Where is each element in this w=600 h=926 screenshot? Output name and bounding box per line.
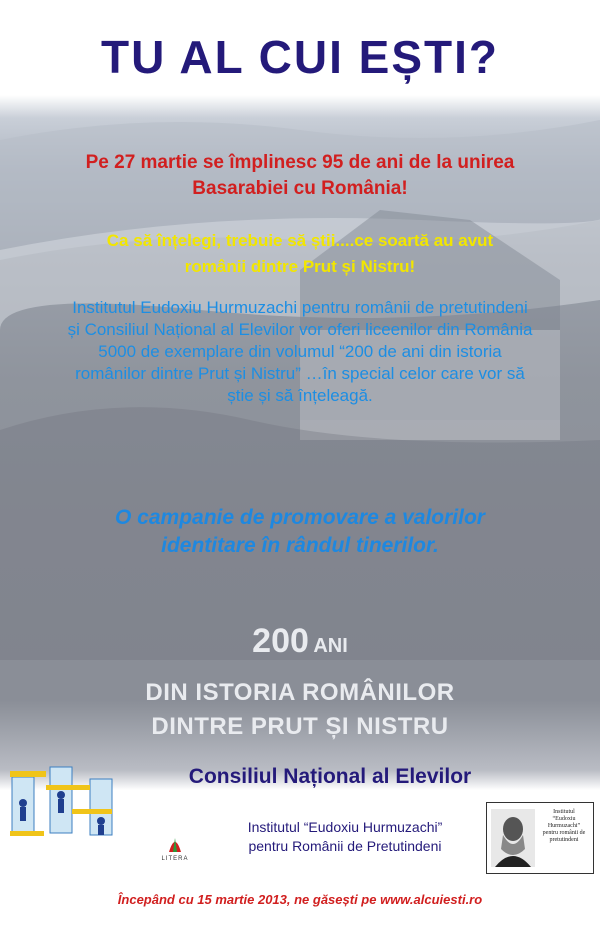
- anniversary-line: Basarabiei cu România!: [192, 178, 408, 199]
- campaign-line: O campanie de promovare a valorilor: [115, 506, 485, 529]
- understand-text: [0, 228, 600, 280]
- campaign-slogan: [0, 504, 600, 560]
- litera-logo: [155, 832, 195, 866]
- book-number: 200: [252, 622, 309, 660]
- campaign-line: identitare în rândul tinerilor.: [161, 534, 439, 557]
- description-line: 5000 de exemplare din volumul “200 de ani din istoria: [98, 342, 502, 361]
- ieh-logo: [486, 802, 594, 874]
- litera-label: LITERA: [161, 856, 189, 862]
- book-ani: ANI: [313, 635, 348, 657]
- ieh-logo-line: pretutindeni: [549, 837, 579, 843]
- litera-leaf-icon: [155, 832, 195, 856]
- description-line: și Consiliul Național al Elevilor vor oferi liceenilor din România: [67, 320, 533, 339]
- cne-name: Consiliul Național al Elevilor: [188, 765, 472, 788]
- ieh-logo-text: [537, 809, 591, 844]
- footer-text: Începând cu 15 martie 2013, ne găsești pe www.alcuiesti.ro: [117, 892, 483, 907]
- understand-line: Ca să înțelegi, trebuie să știi....ce soartă au avut: [106, 231, 494, 250]
- description-text: [20, 297, 580, 407]
- book-title-line: DIN ISTORIA ROMÂNILOR: [145, 679, 455, 706]
- description-line: Institutul Eudoxiu Hurmuzachi pentru românii de pretutindeni: [72, 298, 528, 317]
- description-line: știe și să înțeleagă.: [227, 386, 373, 405]
- anniversary-line: Pe 27 martie se împlinesc 95 de ani de la unirea: [85, 152, 515, 173]
- book-title: [0, 676, 600, 744]
- ieh-name-line: Institutul “Eudoxiu Hurmuzachi”: [247, 819, 443, 835]
- anniversary-text: [0, 150, 600, 202]
- book-title-number: [0, 622, 600, 661]
- page-title: TU AL CUI EȘTI?: [101, 31, 499, 83]
- cne-logo: [10, 765, 122, 845]
- portrait-icon: [491, 809, 535, 867]
- description-line: românilor dintre Prut și Nistru” …în special celor care vor să: [75, 364, 525, 383]
- understand-line: românii dintre Prut și Nistru!: [184, 257, 416, 276]
- ieh-logo-line: “Eudoxiu Hurmuzachi”: [547, 816, 581, 829]
- ieh-logo-line: pentru românii de: [542, 830, 586, 836]
- ieh-name-line: pentru Românii de Pretutindeni: [248, 838, 442, 854]
- book-title-line: DINTRE PRUT ȘI NISTRU: [151, 713, 449, 740]
- ieh-name: [195, 818, 495, 856]
- ieh-logo-line: Institutul: [553, 809, 575, 815]
